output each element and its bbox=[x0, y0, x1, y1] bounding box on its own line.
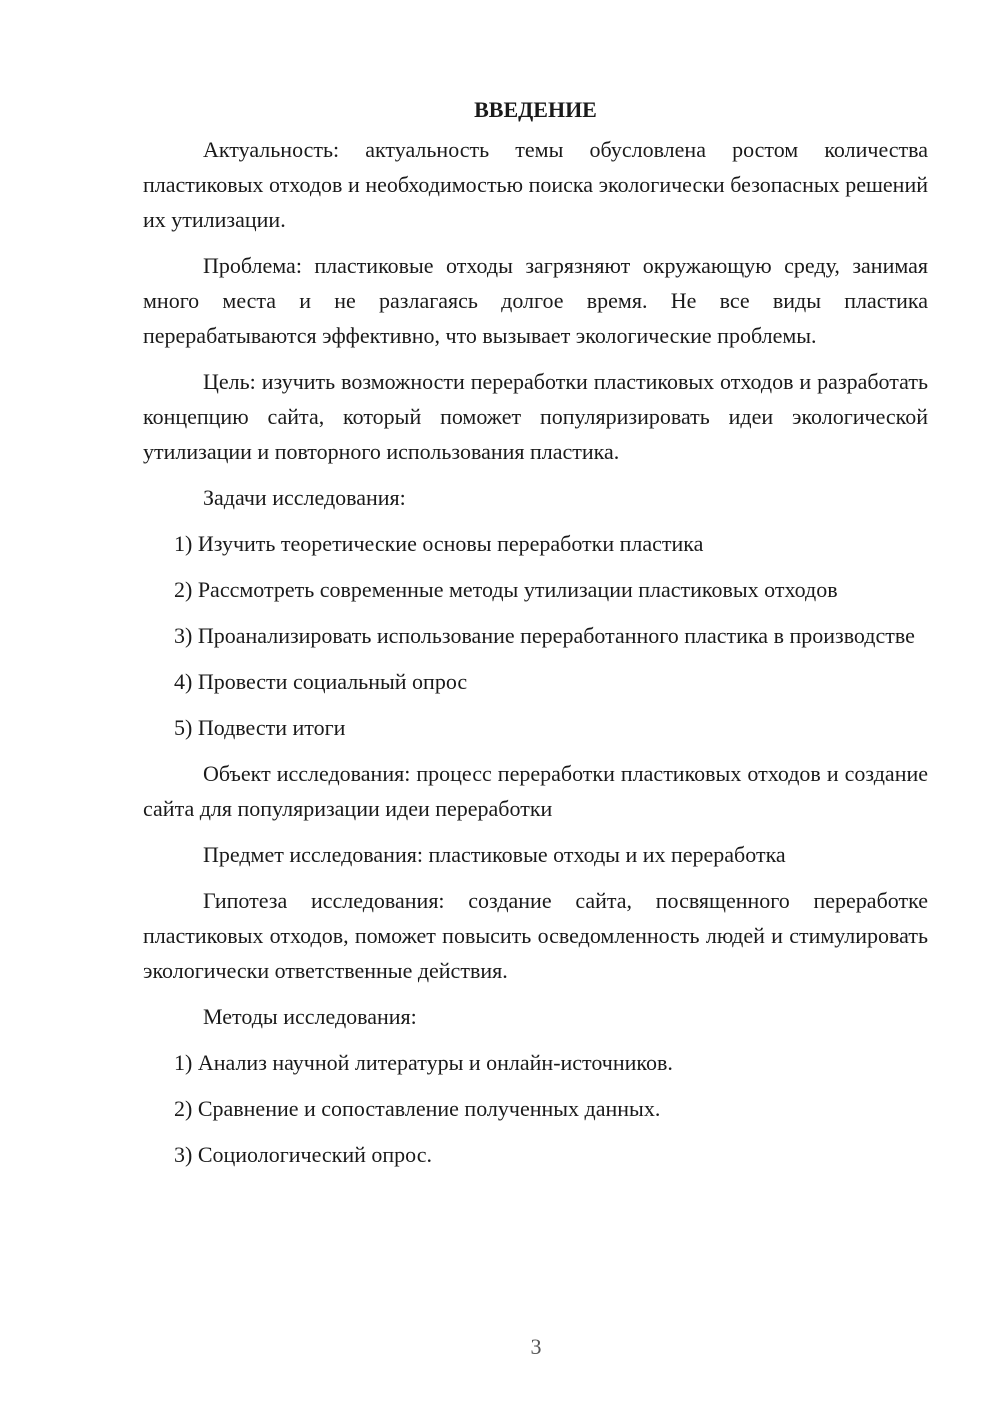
method-item: 3) Социологический опрос. bbox=[174, 1142, 432, 1167]
document-page bbox=[143, 92, 928, 1183]
page-number: 3 bbox=[530, 1334, 542, 1359]
task-item: 3) Проанализировать использование переработанного пластика в производстве bbox=[174, 623, 915, 648]
task-item: 4) Провести социальный опрос bbox=[174, 669, 468, 694]
problem-paragraph: Проблема: пластиковые отходы загрязняют окружающую среду, занимая много места и не разлагаясь долгое время. Не все виды пластика перерабатываются эффективно, что вызывает экологические проблемы. bbox=[143, 253, 928, 348]
hypothesis-paragraph: Гипотеза исследования: создание сайта, посвященного переработке пластиковых отходов, поможет повысить осведомленность людей и стимулировать экологически ответственные действия. bbox=[143, 888, 928, 983]
task-item: 2) Рассмотреть современные методы утилизации пластиковых отходов bbox=[174, 577, 838, 602]
method-item: 2) Сравнение и сопоставление полученных данных. bbox=[174, 1096, 661, 1121]
object-paragraph: Объект исследования: процесс переработки пластиковых отходов и создание сайта для популяризации идеи переработки bbox=[143, 761, 928, 821]
tasks-heading: Задачи исследования: bbox=[203, 485, 406, 510]
subject-paragraph: Предмет исследования: пластиковые отходы и их переработка bbox=[203, 842, 786, 867]
goal-paragraph: Цель: изучить возможности переработки пластиковых отходов и разработать концепцию сайта, который поможет популяризировать идеи экологической утилизации и повторного использования пластика. bbox=[143, 369, 928, 464]
relevance-paragraph: Актуальность: актуальность темы обусловлена ростом количества пластиковых отходов и необходимостью поиска экологически безопасных решений их утилизации. bbox=[143, 137, 928, 232]
method-item: 1) Анализ научной литературы и онлайн-источников. bbox=[174, 1050, 673, 1075]
task-item: 1) Изучить теоретические основы переработки пластика bbox=[174, 531, 704, 556]
methods-heading: Методы исследования: bbox=[203, 1004, 417, 1029]
task-item: 5) Подвести итоги bbox=[174, 715, 346, 740]
document-title: ВВЕДЕНИЕ bbox=[474, 97, 597, 122]
